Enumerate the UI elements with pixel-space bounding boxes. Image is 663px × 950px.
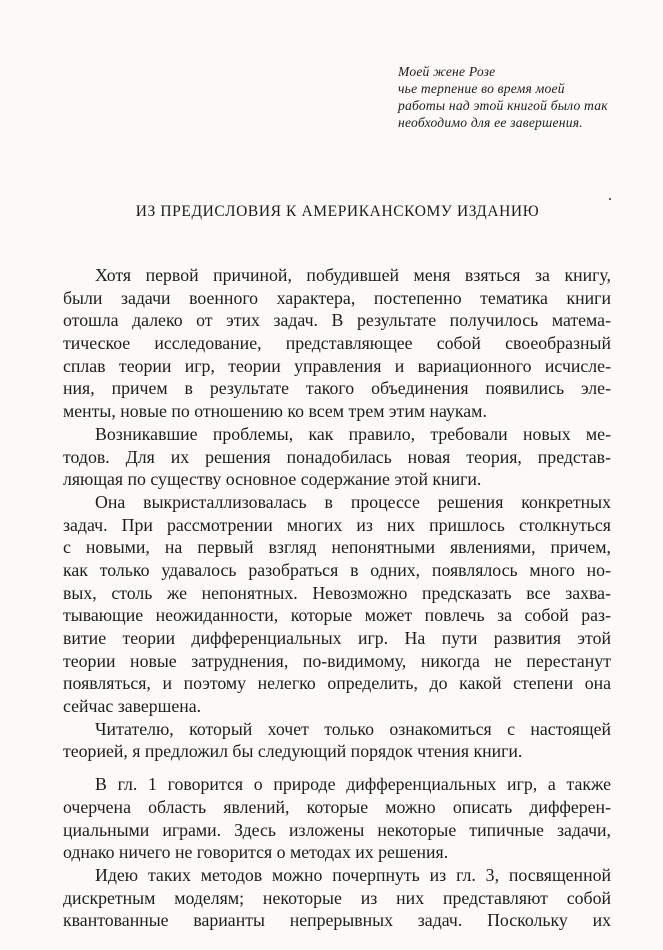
dedication-epigraph [398,63,648,131]
text-line: были задачи военного характера, постепенно тематика книги [63,287,611,308]
section-heading: ИЗ ПРЕДИСЛОВИЯ К АМЕРИКАНСКОМУ ИЗДАНИЮ [135,203,540,220]
text-line: отошла далеко от этих задач. В результате получилось матема- [63,310,611,331]
stray-print-mark [609,198,611,200]
paragraph-5 [63,773,611,864]
text-line: квантованные варианты непрерывных задач. Поскольку их [63,910,611,931]
text-line: как только удавалось разобраться в одних, появлялось много но- [63,559,611,580]
dedication-line: Моей жене Розе [398,64,496,79]
text-line: вых, столь же непонятных. Невозможно предсказать все захва- [63,582,611,603]
text-line: тывающие неожиданности, которые может повлечь за собой раз- [63,605,611,626]
text-line: тическое исследование, представляющее собой своеобразный [63,333,611,354]
text-line: тодов. Для их решения понадобилась новая теория, представ- [63,446,611,467]
text-line: ляющая по существу основное содержание этой книги. [63,469,482,490]
text-line: сейчас завершена. [63,696,202,717]
text-line: В гл. 1 говорится о природе дифференциальных игр, а также [95,774,611,795]
text-line: Возникавшие проблемы, как правило, требовали новых ме- [95,423,611,444]
text-line: теорией, я предложил бы следующий порядок чтения книги. [63,741,523,762]
text-line: однако ничего не говорится о методах их решения. [63,842,449,863]
text-line: с новыми, на первый взгляд непонятными явлениями, причем, [63,537,611,558]
text-line: Идею таких методов можно почерпнуть из гл. 3, посвященной [95,864,611,885]
text-line: задач. При рассмотрении многих из них пришлось столкнуться [63,514,611,535]
paragraph-3 [63,491,611,718]
text-line: циальными играми. Здесь изложены некоторые типичные задачи, [63,819,611,840]
text-line: теории новые затруднения, по-видимому, никогда не перестанут [63,650,611,671]
text-line: Читателю, который хочет только ознакомиться с настоящей [95,718,611,739]
dedication-line: чье терпение во время моей [398,81,565,96]
text-line: появляться, и поэтому нелегко определить, до какой степени она [63,673,611,694]
paragraph-2 [63,423,611,491]
text-line: дискретным моделям; некоторые из них представляют собой [63,887,611,908]
paragraph-4 [63,718,611,763]
text-line: Хотя первой причиной, побудившей меня взяться за книгу, [95,265,611,285]
text-line: витие теории дифференциальных игр. На пути развития этой [63,628,611,648]
paragraph-spacer [63,763,611,773]
text-line: ния, причем в результате такого объединения появились эле- [63,378,611,399]
dedication-line: работы над этой книгой было так [398,98,608,113]
dedication-line: необходимо для ее завершения. [398,115,583,130]
text-line: Она выкристаллизовалась в процессе решения конкретных [95,491,611,512]
text-line: менты, новые по отношению ко всем трем этим наукам. [63,401,487,422]
text-line: сплав теории игр, теории управления и вариационного исчисле- [63,355,611,376]
paragraph-1 [63,264,611,423]
text-line: очерчена область явлений, которые можно описать дифферен- [63,796,611,817]
body-text [63,264,611,932]
paragraph-6 [63,864,611,932]
